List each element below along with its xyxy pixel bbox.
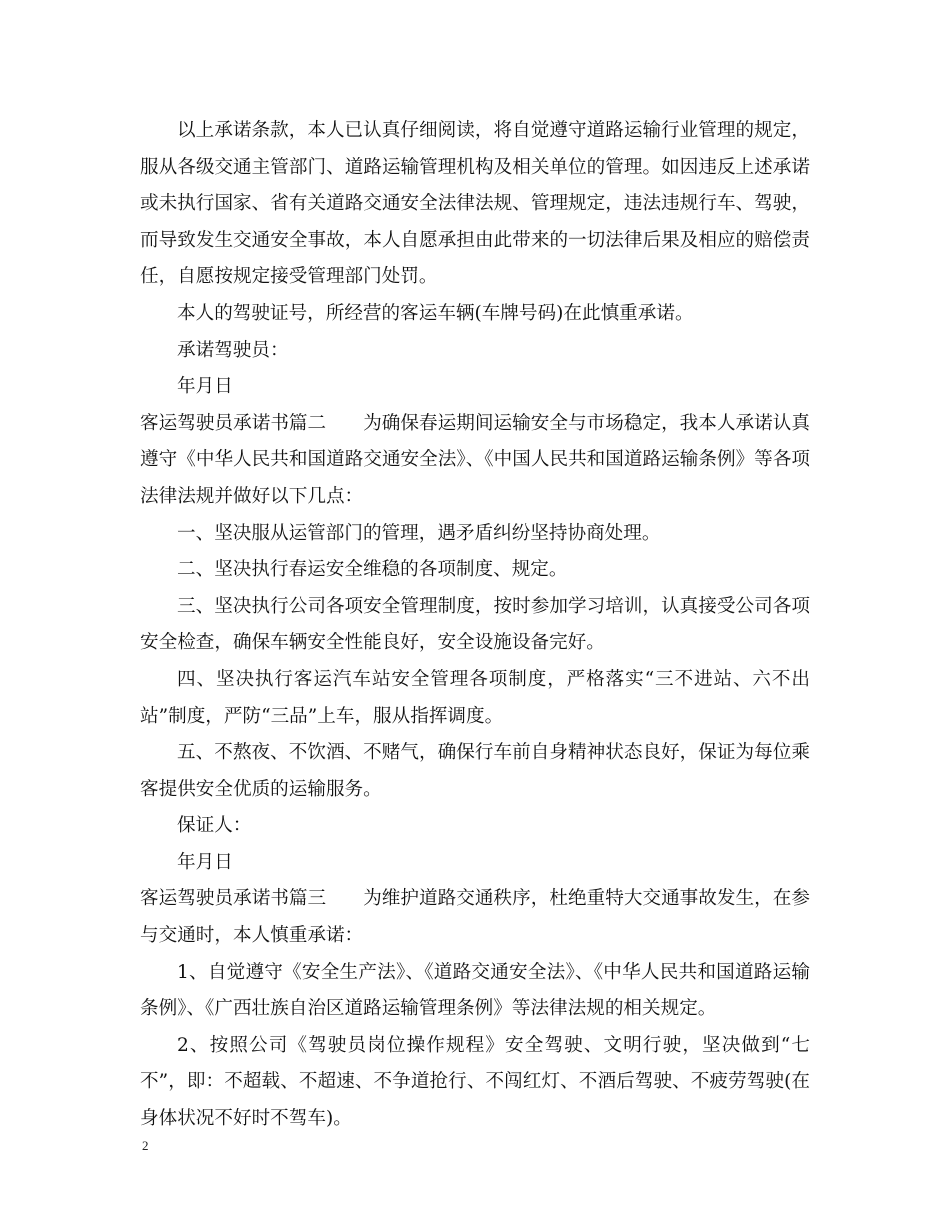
section-title: 客运驾驶员承诺书篇二 (140, 412, 327, 434)
section-intro: 为确保春运期间运输安全与市场稳定，我本人承诺认真遵守《中华人民共和国道路交通安全法》、《中国人民共和国道路运输条例》等各项法律法规并做好以下几点： (140, 412, 810, 507)
list-item-3: 三、坚决执行公司各项安全管理制度，按时参加学习培训，认真接受公司各项安全检查，确保车辆安全性能良好，安全设施设备完好。 (140, 595, 810, 654)
document-body (140, 113, 810, 1138)
list-item-2: 二、坚决执行春运安全维稳的各项制度、规定。 (177, 559, 568, 581)
numbered-item-2: 2、按照公司《驾驶员岗位操作规程》安全驾驶、文明行驶，坚决做到“七不”，即：不超载、不超速、不争道抢行、不闯红灯、不酒后驾驶、不疲劳驾驶(在身体状况不好时不驾车)。 (140, 1034, 810, 1130)
date-line: 年月日 (177, 376, 233, 398)
paragraph-commitment-summary: 以上承诺条款，本人已认真仔细阅读，将自觉遵守道路运输行业管理的规定，服从各级交通主管部门、道路运输管理机构及相关单位的管理。如因违反上述承诺或未执行国家、省有关道路交通安全法律法规、管理规定，违法违规行车、驾驶，而导致发生交通安全事故，本人自愿承担由此带来的一切法律后果及相应的赔偿责任，自愿按规定接受管理部门处罚。 (140, 120, 810, 288)
numbered-item-1: 1、自觉遵守《安全生产法》、《道路交通安全法》、《中华人民共和国道路运输条例》、《广西壮族自治区道路运输管理条例》等法律法规的相关规定。 (140, 961, 810, 1020)
section-intro: 为维护道路交通秩序，杜绝重特大交通事故发生，在参与交通时，本人慎重承诺： (140, 888, 810, 947)
signature-guarantor: 保证人： (177, 815, 252, 837)
section-heading-part-three (140, 881, 810, 954)
list-item-5: 五、不熬夜、不饮酒、不赌气，确保行车前自身精神状态良好，保证为每位乘客提供安全优质的运输服务。 (140, 742, 810, 800)
paragraph-license-statement: 本人的驾驶证号，所经营的客运车辆(车牌号码)在此慎重承诺。 (177, 302, 694, 324)
signature-driver: 承诺驾驶员： (177, 339, 289, 361)
list-item-1: 一、坚决服从运管部门的管理，遇矛盾纠纷坚持协商处理。 (177, 522, 661, 544)
section-title: 客运驾驶员承诺书篇三 (140, 888, 327, 910)
section-heading-part-two (140, 406, 810, 516)
list-item-4: 四、坚决执行客运汽车站安全管理各项制度，严格落实“三不进站、六不出站”制度，严防“三品”上车，服从指挥调度。 (140, 668, 810, 727)
page-number: 2 (142, 1138, 149, 1153)
date-line: 年月日 (177, 851, 233, 873)
